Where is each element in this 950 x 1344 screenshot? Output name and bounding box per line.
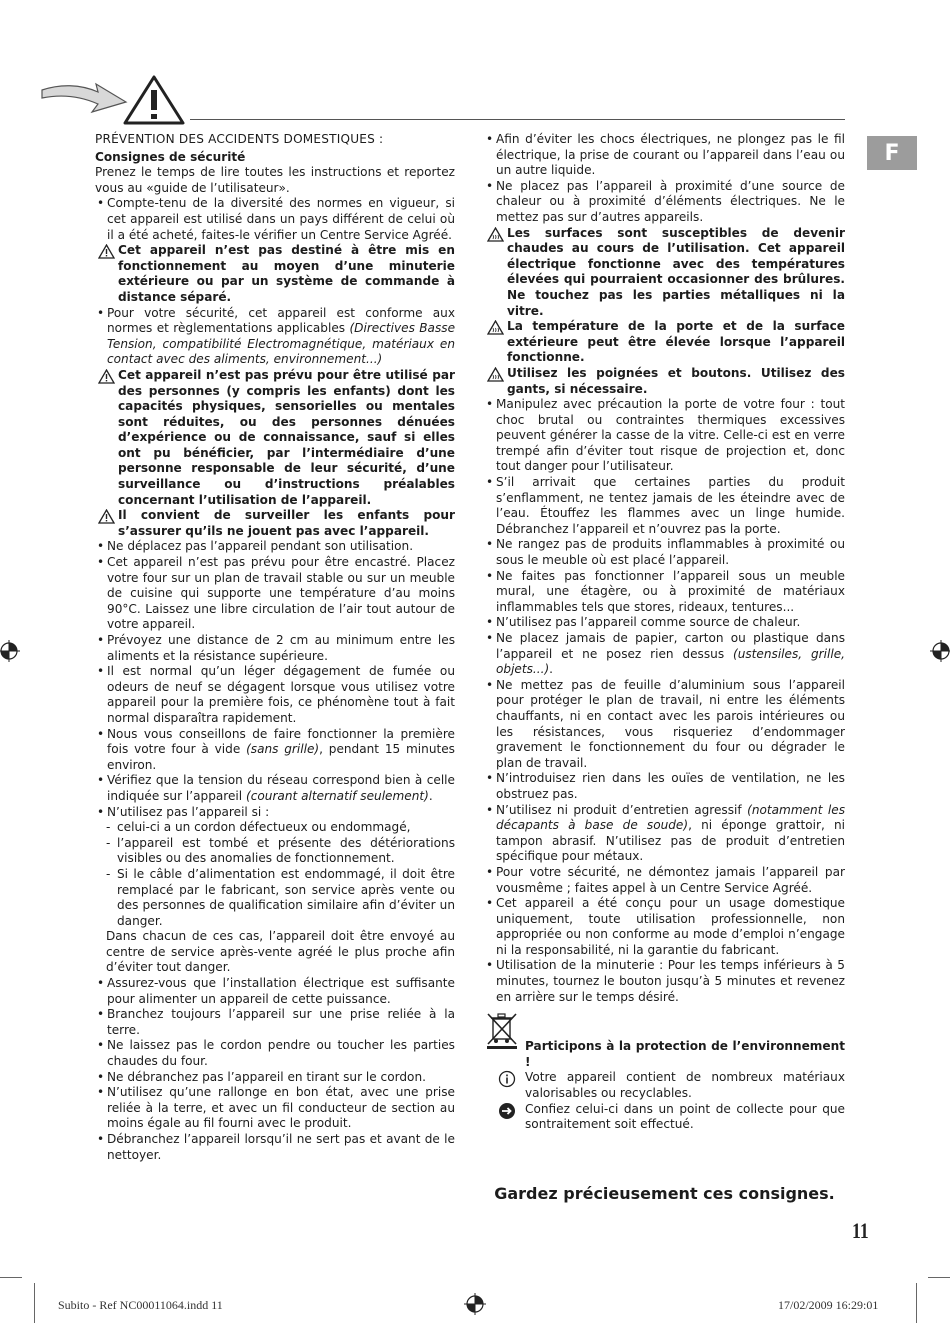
arrow-icon [40, 78, 130, 118]
footer-file: Subito - Ref NC00011064.indd 11 [58, 1298, 223, 1312]
registration-mark-icon [464, 1293, 486, 1315]
hot-surface-icon [487, 367, 504, 382]
warning-icon [98, 509, 115, 524]
language-tab: F [867, 136, 917, 170]
warning-item: Cet appareil n’est pas prévu pour être utilisé par des personnes (y compris les enfants) dont les capacités physiques, sensorielles ou mentales sont réduites, ou des personnes dénuées d’expérience ou de connaissance, sauf si elles ont pu bénéficier, par l’intermédiaire d’une personne responsable de leur sécurité, d’une surveillance ou d’instructions préalables concernant l’utilisation de l’appareil. [95, 368, 455, 508]
sub-list-item: - l’appareil est tombé et présente des détériorations visibles ou des anomalies de fonctionnement. [95, 836, 455, 867]
page-number: 11 [852, 1218, 869, 1243]
left-column [95, 132, 455, 1163]
warning-item: Il convient de surveiller les enfants pour s’assurer qu’ils ne jouent pas avec l’appareil. [95, 508, 455, 539]
list-item: • N’utilisez pas l’appareil si : [95, 805, 455, 821]
environment-item: Votre appareil contient de nombreux matériaux valorisables ou recyclables. [484, 1070, 845, 1101]
crop-mark [0, 1277, 22, 1278]
crop-mark [916, 1283, 917, 1323]
list-item: • Ne débranchez pas l’appareil en tirant sur le cordon. [95, 1070, 455, 1086]
list-item: • Ne placez jamais de papier, carton ou plastique dans l’appareil et ne posez rien dessus (ustensiles, grille, objets...). [484, 631, 845, 678]
registration-mark-icon [0, 640, 20, 662]
info-icon [498, 1070, 516, 1088]
right-column [484, 132, 845, 1133]
list-item: • Manipulez avec précaution la porte de votre four : tout choc brutal ou contraintes thermiques excessives peuvent générer la casse de la vitre. Celle-ci est en verre trempé afin d’éviter tout risque de projection et, donc tout danger pour l’utilisateur. [484, 397, 845, 475]
list-item: • Pour votre sécurité, ne démontez jamais l’appareil par vousmême ; faites appel à un Centre Service Agréé. [484, 865, 845, 896]
hot-surface-warning: Les surfaces sont susceptibles de devenir chaudes au cours de l’utilisation. Cet appareil électrique fonctionne avec des températures élevées qui pourraient occasionner des brûlures. Ne touchez pas les parties métalliques ni la vitre. [484, 226, 845, 320]
hot-surface-warning: La température de la porte et de la surface extérieure peut être élevée lorsque l’appareil fonctionne. [484, 319, 845, 366]
list-item: • Assurez-vous que l’installation électrique est suffisante pour alimenter un appareil de cette puissance. [95, 976, 455, 1007]
warning-icon [98, 244, 115, 259]
warning-triangle-icon [122, 74, 186, 126]
list-item: • Ne rangez pas de produits inflammables à proximité ou sous le meuble où est placé l’appareil. [484, 537, 845, 568]
sub-list-item: - celui-ci a un cordon défectueux ou endommagé, [95, 820, 455, 836]
list-item: • Ne placez pas l’appareil à proximité d’une source de chaleur ou à proximité d’éléments électriques. Ne le mettez pas sur d’autres appareils. [484, 179, 845, 226]
list-item: • Débranchez l’appareil lorsqu’il ne sert pas et avant de le nettoyer. [95, 1132, 455, 1163]
warning-item: Cet appareil n’est pas destiné à être mis en fonctionnement au moyen d’une minuterie extérieure ou par un système de commande à distance séparé. [95, 243, 455, 305]
list-item: • Vérifiez que la tension du réseau correspond bien à celle indiquée sur l’appareil (courant alternatif seulement). [95, 773, 455, 804]
list-item: • Cet appareil n’est pas prévu pour être encastré. Placez votre four sur un plan de travail stable ou sur un meuble de cuisine qui supporte une température d’au moins 90°C. Laissez une libre circulation de l’air tout autour de votre appareil. [95, 555, 455, 633]
list-item: • N’utilisez ni produit d’entretien agressif (notamment les décapants à base de soude), ni éponge grattoir, ni tampon abrasif. N’utilisez pas de produit d’entretien spécifique pour métaux. [484, 803, 845, 865]
list-item: • N’introduisez rien dans les ouïes de ventilation, ne les obstruez pas. [484, 771, 845, 802]
list-item: • S’il arrivait que certaines parties du produit s’enflamment, ne tentez jamais de les éteindre avec de l’eau. Étouffez les flammes avec un linge humide. Débranchez l’appareil et n’ouvrez pas la porte. [484, 475, 845, 537]
list-item: • Afin d’éviter les chocs électriques, ne plongez pas le fil électrique, la prise de courant ou l’appareil dans l’eau ou un autre liquide. [484, 132, 845, 179]
hot-surface-warning: Utilisez les poignées et boutons. Utilisez des gants, si nécessaire. [484, 366, 845, 397]
list-item: • Ne mettez pas de feuille d’aluminium sous l’appareil pour protéger le plan de travail, ni entre les éléments chauffants, ni en contact avec les parois intérieures ou les résistances, vous risqueriez d’endommager gravement le fonctionnement du four ou dégrader le plan de travail. [484, 678, 845, 772]
warning-icon [98, 369, 115, 384]
list-item: • Ne laissez pas le cordon pendre ou toucher les parties chaudes du four. [95, 1038, 455, 1069]
list-item: • Utilisation de la minuterie : Pour les temps inférieurs à 5 minutes, tournez le bouton jusqu’à 5 minutes et revenez en arrière sur le temps désiré. [484, 958, 845, 1005]
section-subheading: Consignes de sécurité [95, 149, 246, 164]
list-item: • Ne déplacez pas l’appareil pendant son utilisation. [95, 539, 455, 555]
hot-surface-icon [487, 320, 504, 335]
list-item: • Prévoyez une distance de 2 cm au minimum entre les aliments et la résistance supérieure. [95, 633, 455, 664]
list-item: • Cet appareil a été conçu pour un usage domestique uniquement, toute utilisation professionnelle, non appropriée ou non conforme au mode d’emploi n’engage ni la responsabilité, ni la garantie du fabricant. [484, 896, 845, 958]
environment-title: Participons à la protection de l’environnement ! [525, 1039, 845, 1069]
hot-surface-icon [487, 227, 504, 242]
list-item: • Il est normal qu’un léger dégagement de fumée ou odeurs de neuf se dégagent lorsque vous utilisez votre appareil pour la première fois, ce phénomène tout à fait normal disparaîtra rapidement. [95, 664, 455, 726]
intro-text: Prenez le temps de lire toutes les instructions et reportez vous au «guide de l’utilisateur». [95, 165, 455, 195]
list-item: • N’utilisez qu’une rallonge en bon état, avec une prise reliée à la terre, et avec un fil conducteur de section au moins égale au fil fourni avec le produit. [95, 1085, 455, 1132]
section-heading: PRÉVENTION DES ACCIDENTS DOMESTIQUES : [95, 132, 384, 146]
list-item: • N’utilisez pas l’appareil comme source de chaleur. [484, 615, 845, 631]
registration-mark-icon [930, 640, 950, 662]
footer-date: 17/02/2009 16:29:01 [778, 1298, 879, 1312]
header-rule [190, 119, 845, 120]
list-item: • Pour votre sécurité, cet appareil est conforme aux normes et règlementations applicables (Directives Basse Tension, compatibilité Electromagnétique, matériaux en contact avec des aliments, environnement...) [95, 306, 455, 368]
recycle-arrow-icon [498, 1102, 516, 1120]
crop-mark [928, 1277, 950, 1278]
list-item: • Nous vous conseillons de faire fonctionner la première fois votre four à vide (sans grille), pendant 15 minutes environ. [95, 727, 455, 774]
list-item: • Branchez toujours l’appareil sur une prise reliée à la terre. [95, 1007, 455, 1038]
closing-note: Gardez précieusement ces consignes. [494, 1184, 835, 1203]
paragraph: Dans chacun de ces cas, l’appareil doit être envoyé au centre de service après-vente agréé le plus proche afin d’éviter tout danger. [106, 929, 455, 975]
list-item: • Compte-tenu de la diversité des normes en vigueur, si cet appareil est utilisé dans un pays différent de celui où il a été acheté, faites-le vérifier un Centre Service Agréé. [95, 196, 455, 243]
sub-list-item: - Si le câble d’alimentation est endommagé, il doit être remplacé par le fabricant, son service après vente ou des personnes de qualification similaire afin d’éviter un danger. [95, 867, 455, 929]
crop-mark [34, 1283, 35, 1323]
environment-item: Confiez celui-ci dans un point de collecte pour que sontraitement soit effectué. [484, 1102, 845, 1133]
list-item: • Ne faites pas fonctionner l’appareil sous un meuble mural, une étagère, ou à proximité de matériaux inflammables tels que stores, rideaux, tentures... [484, 569, 845, 616]
